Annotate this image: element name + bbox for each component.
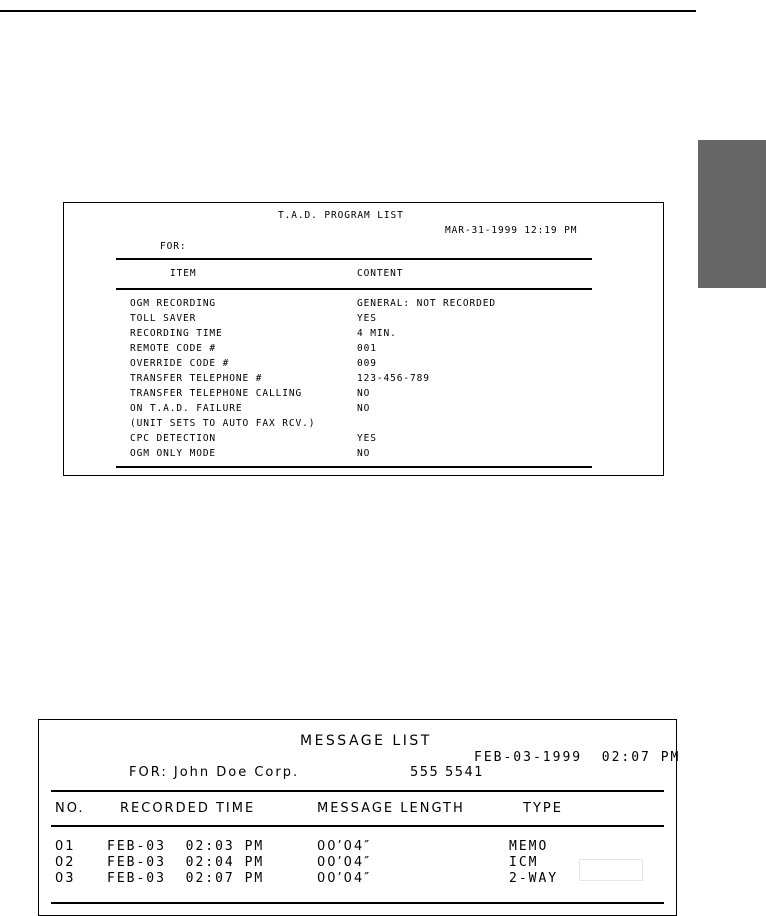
header-top-rule xyxy=(51,790,664,792)
program-list-for: FOR: xyxy=(160,241,187,252)
recorded-time-column-header: RECORDED TIME xyxy=(120,801,256,816)
item-column-header: ITEM xyxy=(170,268,197,279)
header-bottom-rule xyxy=(116,288,592,290)
message-length-column-header: MESSAGE LENGTH xyxy=(317,801,465,816)
program-list-title: T.A.D. PROGRAM LIST xyxy=(278,210,404,221)
message-list-datetime: FEB-03-1999 02:07 PM xyxy=(474,750,681,765)
list-bottom-rule xyxy=(51,902,664,904)
message-list: MESSAGE LIST FEB-03-1999 02:07 PM FOR: John Doe Corp. 555 5541 NO. RECORDED TIME MESSAGE LENGTH TYPE 01 FEB-03 02:03 PM 00’04″ MEMO 02 FEB-03 02:04 PM 00’04″ ICM 03 FEB-03 02:07 PM 00’04″ 2-WAY xyxy=(38,719,677,916)
message-list-for: FOR: John Doe Corp. xyxy=(129,765,300,780)
no-column-header: NO. xyxy=(55,801,85,816)
tad-program-list: T.A.D. PROGRAM LIST MAR-31-1999 12:19 PM FOR: ITEM CONTENT OGM RECORDING GENERAL: NOT RECORDED TOLL SAVER YES RECORDING TIME 4 MIN. REMOTE CODE # 001 OVERRIDE CODE # 009 TRANSFER TELEPHONE # 123-456-789 TRANSFER TELEPHONE CALLING NO ON T.A.D. FAILURE NO (UNIT SETS TO AUTO FAX RCV.) CPC DETECTION YES OGM ONLY MODE NO xyxy=(63,202,664,476)
content-column-header: CONTENT xyxy=(357,268,404,279)
blank-field xyxy=(579,859,643,881)
list-bottom-rule xyxy=(116,466,592,468)
message-list-title: MESSAGE LIST xyxy=(300,733,432,749)
page-top-rule xyxy=(0,10,696,12)
section-tab-marker xyxy=(698,140,766,288)
header-top-rule xyxy=(116,258,592,260)
message-list-phone: 555 5541 xyxy=(410,765,485,780)
type-column-header: TYPE xyxy=(523,801,563,816)
program-list-datetime: MAR-31-1999 12:19 PM xyxy=(445,225,578,236)
header-bottom-rule xyxy=(51,825,664,827)
